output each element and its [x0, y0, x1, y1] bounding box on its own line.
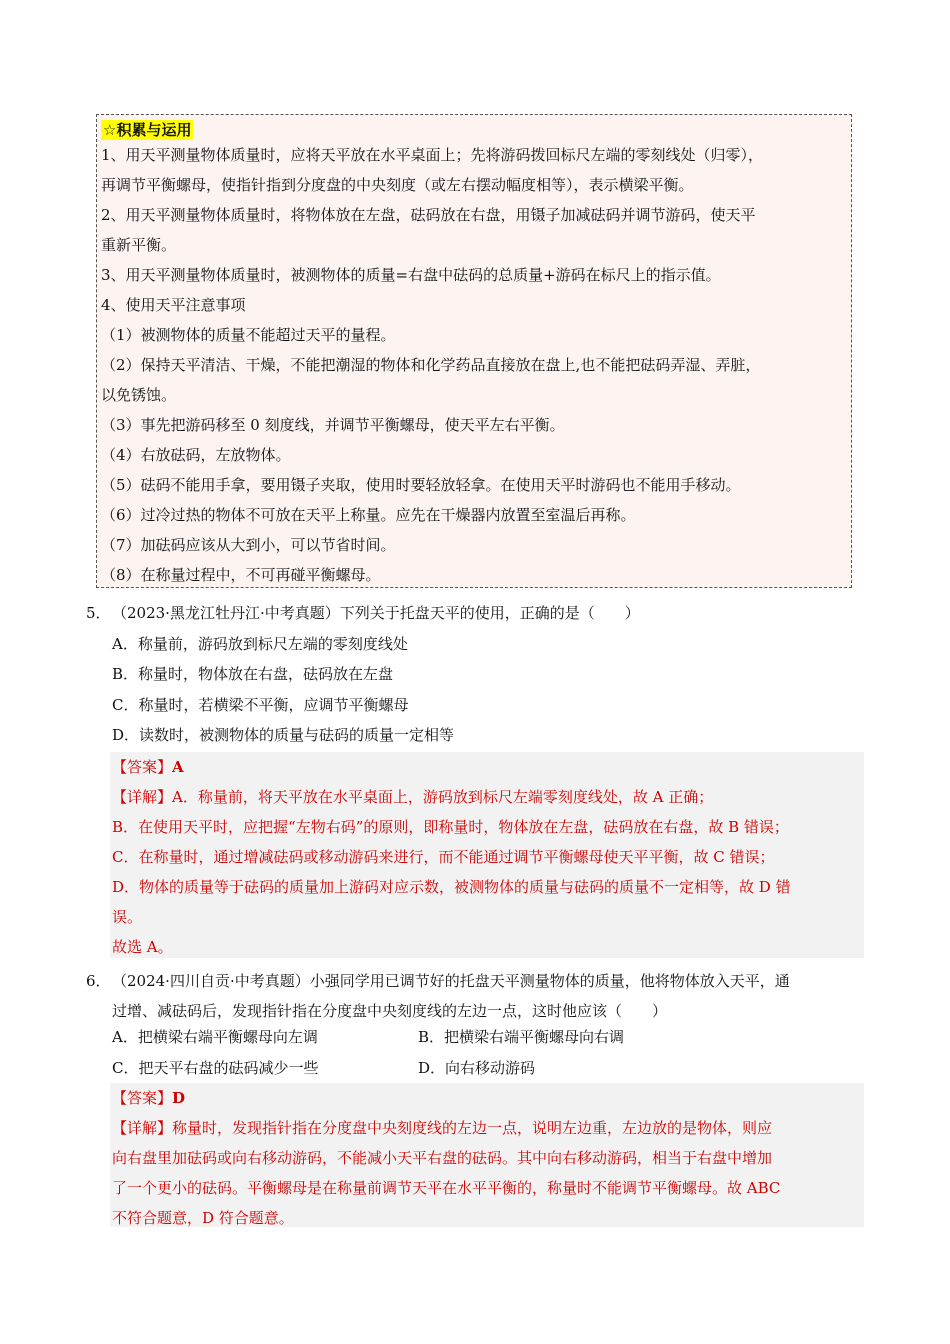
- q6-answer-block: [110, 1083, 864, 1227]
- detail-line: 误。: [112, 908, 143, 926]
- detail-line: 不符合题意，D 符合题意。: [112, 1209, 294, 1227]
- q5-option-b: B．称量时，物体放在右盘，砝码放在左盘: [112, 665, 394, 683]
- knowledge-line: （2）保持天平清洁、干燥，不能把潮湿的物体和化学药品直接放在盘上,也不能把砝码弄湿、弄脏，: [101, 356, 761, 374]
- knowledge-line: （5）砝码不能用手拿，要用镊子夹取，使用时要轻放轻拿。在使用天平时游码也不能用手移动。: [101, 476, 741, 494]
- knowledge-line: （8）在称量过程中，不可再碰平衡螺母。: [101, 566, 381, 584]
- detail-line: 了一个更小的砝码。平衡螺母是在称量前调节天平在水平平衡的，称量时不能调节平衡螺母。故 ABC: [112, 1179, 781, 1197]
- answer-label: 【答案】: [112, 1089, 173, 1107]
- question-6-stem: [86, 966, 866, 996]
- detail-line: 向右盘里加砝码或向右移动游码，不能减小天平右盘的砝码。其中向右移动游码，相当于右盘中增加: [112, 1149, 773, 1167]
- question-number: 6．: [86, 972, 111, 990]
- answer-value: A: [172, 758, 184, 776]
- answer-label: 【答案】: [112, 758, 173, 776]
- q6-option-a: A．把横梁右端平衡螺母向左调: [112, 1028, 318, 1046]
- detail-label: 【详解】: [112, 788, 173, 806]
- knowledge-line: 重新平衡。: [101, 236, 177, 254]
- knowledge-line: （7）加砝码应该从大到小，可以节省时间。: [101, 536, 396, 554]
- knowledge-line: （3）事先把游码移至 0 刻度线，并调节平衡螺母，使天平左右平衡。: [101, 416, 565, 434]
- detail-line: D．物体的质量等于砝码的质量加上游码对应示数，被测物体的质量与砝码的质量不一定相等，故 D 错: [112, 878, 791, 896]
- answer-value: D: [172, 1089, 186, 1107]
- q5-option-a: A．称量前，游码放到标尺左端的零刻度线处: [112, 635, 408, 653]
- knowledge-line: （4）右放砝码，左放物体。: [101, 446, 291, 464]
- knowledge-line: （6）过冷过热的物体不可放在天平上称量。应先在干燥器内放置至室温后再称。: [101, 506, 636, 524]
- knowledge-line: 1、用天平测量物体质量时，应将天平放在水平桌面上；先将游码拨回标尺左端的零刻线处（归零），: [101, 146, 764, 164]
- knowledge-line: 以免锈蚀。: [101, 386, 177, 404]
- detail-label: 【详解】: [112, 1119, 173, 1137]
- knowledge-line: 再调节平衡螺母，使指针指到分度盘的中央刻度（或左右摆动幅度相等），表示横梁平衡。: [101, 176, 694, 194]
- q6-option-d: D．向右移动游码: [418, 1059, 536, 1077]
- question-6-stem-cont: 过增、减砝码后，发现指针指在分度盘中央刻度线的左边一点，这时他应该（ ）: [112, 1002, 668, 1020]
- knowledge-box: [96, 114, 852, 588]
- knowledge-line: 4、使用天平注意事项: [101, 296, 246, 314]
- knowledge-box-title: ☆积累与运用: [103, 121, 192, 139]
- detail-line: B．在使用天平时，应把握“左物右码”的原则，即称量时，物体放在左盘，砝码放在右盘，故 B 错误；: [112, 818, 789, 836]
- detail-line: 故选 A。: [112, 938, 173, 956]
- detail-line: 称量时，发现指针指在分度盘中央刻度线的左边一点，说明左边重，左边放的是物体，则应: [172, 1119, 773, 1137]
- knowledge-line: 3、用天平测量物体质量时，被测物体的质量=右盘中砝码的总质量+游码在标尺上的指示值。: [101, 266, 721, 284]
- q5-answer-block: [110, 752, 864, 958]
- detail-line: A．称量前，将天平放在水平桌面上，游码放到标尺左端零刻度线处，故 A 正确；: [172, 788, 714, 806]
- question-text: （2024·四川自贡·中考真题）小强同学用已调节好的托盘天平测量物体的质量，他将物体放入天平，通: [112, 972, 790, 990]
- q5-option-c: C．称量时，若横梁不平衡，应调节平衡螺母: [112, 696, 409, 714]
- question-5-stem: [86, 598, 866, 628]
- q6-option-b: B．把横梁右端平衡螺母向右调: [418, 1028, 625, 1046]
- question-number: 5．: [86, 604, 111, 622]
- detail-line: C．在称量时，通过增减砝码或移动游码来进行，而不能通过调节平衡螺母使天平平衡，故 C 错误；: [112, 848, 775, 866]
- knowledge-line: （1）被测物体的质量不能超过天平的量程。: [101, 326, 396, 344]
- q6-option-c: C．把天平右盘的砝码减少一些: [112, 1059, 319, 1077]
- q5-option-d: D．读数时，被测物体的质量与砝码的质量一定相等: [112, 726, 455, 744]
- question-text: （2023·黑龙江牡丹江·中考真题）下列关于托盘天平的使用，正确的是（ ）: [112, 604, 640, 622]
- knowledge-line: 2、用天平测量物体质量时，将物体放在左盘，砝码放在右盘，用镊子加减砝码并调节游码，使天平: [101, 206, 756, 224]
